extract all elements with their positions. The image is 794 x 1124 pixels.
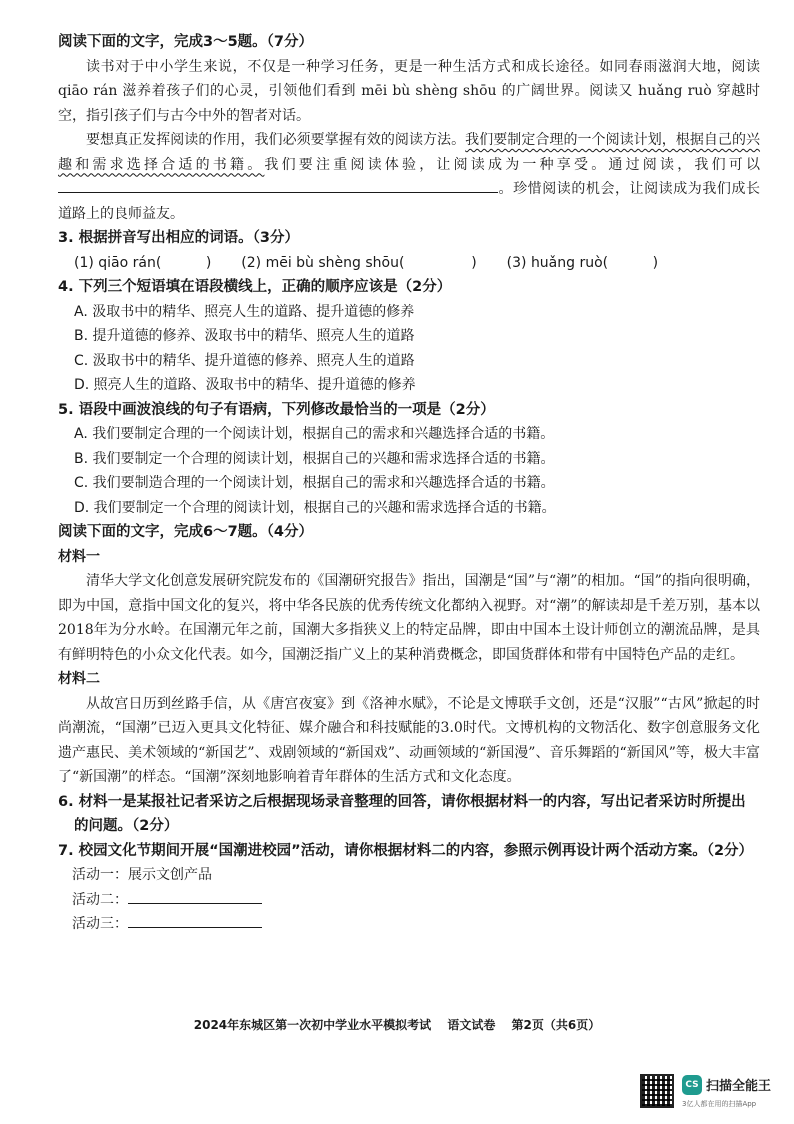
p2-pre: 要想真正发挥阅读的作用，我们必须要掌握有效的阅读方法。: [86, 132, 466, 148]
question-4-stem: 4. 下列三个短语填在语段横线上，正确的顺序应该是（2分）: [58, 279, 452, 295]
footer-exam-name: 2024年东城区第一次初中学业水平模拟考试: [193, 1018, 432, 1032]
question-7-stem: 7. 校园文化节期间开展“国潮进校园”活动，请你根据材料二的内容，参照示例再设计两个活动方案。（2分）: [58, 842, 754, 859]
activity-1: 活动一：展示文创产品: [72, 867, 212, 883]
question-4-option-d[interactable]: D. 照亮人生的道路、汲取书中的精华、提升道德的修养: [74, 377, 416, 393]
activity-3-answer-line[interactable]: [128, 913, 262, 928]
qr-code-icon: [640, 1074, 674, 1108]
pinyin-item-3[interactable]: (3) huǎng ruò( ): [506, 254, 659, 271]
section1-paragraph-2: [58, 128, 760, 226]
material-1-title: 材料一: [58, 548, 100, 565]
activity-2: [72, 888, 760, 913]
activity-3-label: 活动三：: [72, 916, 128, 932]
question-4-option-c[interactable]: C. 汲取书中的精华、提升道德的修养、照亮人生的道路: [74, 352, 415, 369]
page-footer: [0, 1016, 794, 1033]
material-2-title: 材料二: [58, 671, 100, 687]
question-5-option-d[interactable]: D. 我们要制定一个合理的阅读计划，根据自己的兴趣和需求选择合适的书籍。: [74, 499, 556, 516]
question-6-stem: 6. 材料一是某报社记者采访之后根据现场录音整理的回答，请你根据材料一的内容，写出记者采访时所提出的问题。（2分）: [58, 793, 746, 834]
question-5-option-b[interactable]: B. 我们要制定一个合理的阅读计划，根据自己的兴趣和需求选择合适的书籍。: [74, 450, 555, 467]
question-5-option-a[interactable]: A. 我们要制定合理的一个阅读计划，根据自己的需求和兴趣选择合适的书籍。: [74, 426, 555, 442]
wavy-sentence: 我们要制定合理的一个阅读计划，根据自己的兴趣和需求选择合适的书籍。: [58, 132, 761, 173]
watermark-tagline: 3亿人都在用的扫描App: [682, 1100, 757, 1108]
fill-blank-line[interactable]: [58, 178, 498, 193]
p2-post: 。珍惜阅读的机会，让阅读成为我们成长道路上的良师益友。: [58, 181, 760, 222]
question-5-option-c[interactable]: C. 我们要制造合理的一个阅读计划，根据自己的需求和兴趣选择合适的书籍。: [74, 475, 555, 491]
material-1-text: 清华大学文化创意发展研究院发布的《国潮研究报告》指出，国潮是“国”与“潮”的相加。“国”的指向很明确，即为中国，意指中国文化的复兴，将中华各民族的优秀传统文化都纳入视野。对“潮”的解读却是千差万别，基本以2018年为分水岭。在国潮元年之前，国潮大多指狭义上的特定品牌，即由中国本土设计师创立的潮流品牌，是具有鲜明特色的小众文化代表。如今，国潮泛指广义上的某种消费概念，即国货群体和带有中国特色产品的走红。: [58, 573, 760, 663]
question-3-items: [74, 251, 760, 276]
watermark-app-name: 扫描全能王: [706, 1079, 772, 1094]
question-4-option-b[interactable]: B. 提升道德的修养、汲取书中的精华、照亮人生的道路: [74, 328, 415, 344]
question-4-option-a[interactable]: A. 汲取书中的精华、照亮人生的道路、提升道德的修养: [74, 303, 415, 320]
pinyin-item-2[interactable]: (2) mēi bù shèng shōu( ): [241, 254, 477, 271]
section1-heading: 阅读下面的文字，完成3～5题。（7分）: [58, 34, 314, 50]
activity-2-answer-line[interactable]: [128, 889, 262, 904]
pinyin-item-1[interactable]: (1) qiāo rán( ): [74, 254, 212, 271]
footer-page-number: 第2页（共6页）: [511, 1018, 601, 1032]
section2-heading: 阅读下面的文字，完成6～7题。（4分）: [58, 524, 314, 540]
p2-mid: 我们要注重阅读体验，让阅读成为一种享受。通过阅读，我们可以: [264, 156, 761, 173]
activity-3: [72, 912, 760, 937]
material-2-text: 从故宫日历到丝路手信，从《唐宫夜宴》到《洛神水赋》，不论是文博联手文创，还是“汉服”“古风”掀起的时尚潮流，“国潮”已迈入更具文化特征、媒介融合和科技赋能的3.0时代。文博机构的文物活化、数字创意服务文化遗产惠民、美术领域的“新国艺”、戏剧领域的“新国戏”、动画领域的“新国漫”、音乐舞蹈的“新国风”等，极大丰富了“新国潮”的样态。“国潮”深刻地影响着青年群体的生活方式和文化态度。: [58, 695, 760, 785]
footer-subject: 语文试卷: [447, 1018, 496, 1032]
camscanner-logo-icon: CS: [682, 1075, 702, 1095]
question-3-stem: 3. 根据拼音写出相应的词语。（3分）: [58, 230, 299, 246]
section1-paragraph-1: 读书对于中小学生来说，不仅是一种学习任务，更是一种生活方式和成长途径。如同春雨滋润大地，阅读 qiāo rán 滋养着孩子们的心灵，引领他们看到 mēi bù shèng shōu 的广阔世界。阅读又 huǎng ruò 穿越时空，指引孩子们与古今中外的智者对话。: [58, 58, 760, 124]
question-5-stem: 5. 语段中画波浪线的句子有语病，下列修改最恰当的一项是（2分）: [58, 401, 495, 418]
activity-2-label: 活动二：: [72, 891, 128, 908]
